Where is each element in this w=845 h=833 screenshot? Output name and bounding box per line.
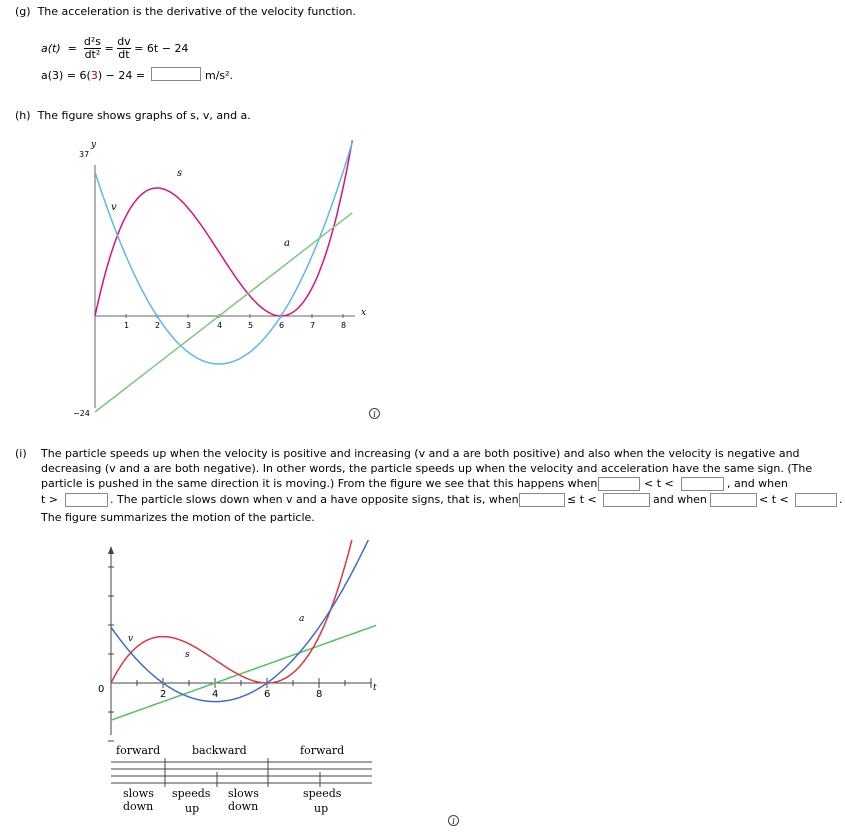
speedup-interval1-end-input[interactable] xyxy=(681,477,724,491)
a3-answer-input[interactable] xyxy=(151,67,201,81)
period: . xyxy=(839,493,843,506)
slowdown-interval1-start-input[interactable] xyxy=(519,493,565,507)
timeline-rows xyxy=(111,758,372,787)
speed-label-slows: slows xyxy=(228,787,259,800)
inequality-label: ≤ t < xyxy=(567,493,597,506)
direction-forward-1: forward xyxy=(116,744,161,757)
x-tick-label: 3 xyxy=(186,321,192,330)
v-curve-label: v xyxy=(111,202,117,213)
a-line xyxy=(95,213,352,412)
inequality-label: < t < xyxy=(644,477,674,490)
slowdown-interval2-start-input[interactable] xyxy=(710,493,757,507)
motion-summary-figure xyxy=(0,540,400,830)
inequality-label: < t < xyxy=(759,493,789,506)
x-tick-label: 5 xyxy=(248,321,254,330)
v-curve xyxy=(95,142,352,364)
x-axis-label: x xyxy=(361,308,367,318)
t-tick-label: 2 xyxy=(160,689,167,700)
and-when-label: , and when xyxy=(727,477,788,490)
part-i-line5: The figure summarizes the motion of the particle. xyxy=(41,511,315,524)
speed-label-speeds: speeds xyxy=(303,787,342,800)
part-i-line1: The particle speeds up when the velocity is positive and increasing (v and a are both positive) and also when the velocity is negative and xyxy=(41,447,800,460)
y-axis-label: y xyxy=(91,140,97,150)
t-axis-label: t xyxy=(373,683,377,693)
info-icon[interactable]: i xyxy=(369,408,380,419)
summary-a-label: a xyxy=(299,614,305,624)
part-h-text: (h) The figure shows graphs of s, v, and a. xyxy=(15,109,251,122)
svav-graph xyxy=(0,130,400,420)
unit-label: m/s². xyxy=(205,69,234,82)
part-i-line3: particle is pushed in the same direction it is moving.) From the figure we see that this happens when xyxy=(41,477,598,490)
s-curve-label: s xyxy=(177,168,183,179)
x-tick-label: 8 xyxy=(341,321,347,330)
part-g-intro: (g) The acceleration is the derivative of the velocity function. xyxy=(15,5,356,18)
summary-v-label: v xyxy=(128,634,134,644)
y-bottom-label: −24 xyxy=(73,409,90,418)
x-tick-label: 1 xyxy=(124,321,130,330)
a-line-label: a xyxy=(284,238,290,249)
s-curve xyxy=(95,140,352,316)
x-tick-label: 6 xyxy=(279,321,285,330)
a3-equation: a(3) = 6(3) − 24 = xyxy=(41,69,146,82)
x-tick-label: 4 xyxy=(217,321,223,330)
speedup-interval2-start-input[interactable] xyxy=(65,493,108,507)
t-tick-label: 8 xyxy=(316,689,323,700)
slowdown-interval2-end-input[interactable] xyxy=(795,493,837,507)
slowdown-interval1-end-input[interactable] xyxy=(603,493,650,507)
acceleration-equation: a(t) = $\frac{\text{d²s}}{\text{dt²}}$ = $\frac{dv}{dt}$ = 6t − 24 xyxy=(41,34,189,61)
part-i-line2: decreasing (v and a are both negative). In other words, the particle speeds up when the velocity and acceleration have the same sign. (The xyxy=(41,462,813,475)
y-top-label: 37 xyxy=(79,150,90,159)
slows-down-text: . The particle slows down when v and a have opposite signs, that is, when xyxy=(110,493,519,506)
t-gt-label: t > xyxy=(41,493,59,506)
direction-forward-2: forward xyxy=(300,744,345,757)
t-tick-label: 4 xyxy=(212,689,219,700)
t-tick-label: 6 xyxy=(264,689,271,700)
speed-label-down: down xyxy=(228,800,259,813)
speed-label-speeds: speeds xyxy=(172,787,211,800)
summary-s-label: s xyxy=(185,650,190,660)
x-tick-label: 2 xyxy=(155,321,161,330)
direction-backward: backward xyxy=(192,744,247,757)
speed-label-down: down xyxy=(123,800,154,813)
speed-label-slows: slows xyxy=(123,787,154,800)
x-tick-label: 7 xyxy=(310,321,316,330)
speed-label-up: up xyxy=(314,802,329,815)
speed-label-up: up xyxy=(185,802,200,815)
info-icon[interactable]: i xyxy=(448,815,459,826)
y-axis-arrow xyxy=(108,546,114,554)
summary-s-curve xyxy=(111,540,376,683)
origin-label: 0 xyxy=(98,684,105,695)
speedup-interval1-start-input[interactable] xyxy=(598,477,640,491)
and-when-label: and when xyxy=(653,493,707,506)
part-i-label: (i) xyxy=(15,447,27,460)
